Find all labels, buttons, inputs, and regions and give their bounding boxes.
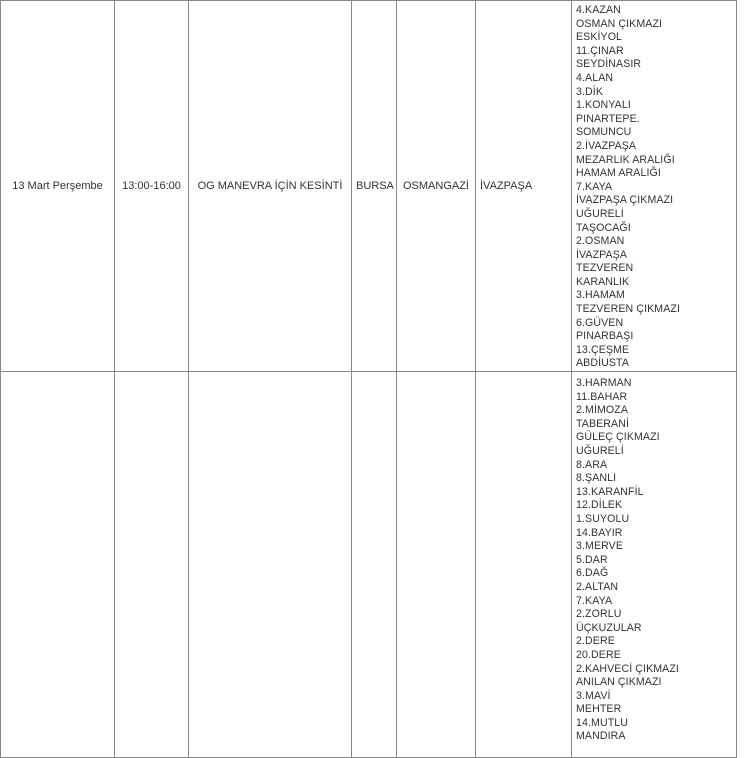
city-cell (352, 372, 397, 758)
time-cell (115, 372, 189, 758)
street-item: 13.ÇEŞME (576, 343, 630, 356)
reason-cell: OG MANEVRA İÇİN KESİNTİ (189, 1, 352, 372)
date-cell: 13 Mart Perşembe (1, 1, 115, 372)
street-item: 6.GÜVEN (576, 316, 624, 329)
street-item: 3.MAVİ (576, 689, 611, 702)
street-item: 12.DİLEK (576, 499, 623, 512)
streets-cell (572, 1, 737, 372)
street-item: HAMAM ARALIĞI (576, 167, 661, 180)
street-item: 3.HAMAM (576, 289, 625, 302)
street-item: 2.OSMAN (576, 235, 625, 248)
street-item: 1.KONYALI (576, 99, 631, 112)
street-item: TEZVEREN (576, 262, 634, 275)
street-item: UĞURELİ (576, 445, 624, 457)
street-item: 2.ALTAN (576, 580, 619, 593)
street-item: PINARBAŞI (576, 330, 634, 343)
street-item: MEZARLIK ARALIĞI (576, 153, 675, 166)
street-item: 3.HARMAN (576, 377, 632, 390)
street-item: MANDIRA (576, 730, 626, 743)
street-item: ÜÇKUZULAR (576, 621, 642, 634)
neighborhood-cell: İVAZPAŞA (476, 1, 572, 372)
street-item: ANILAN ÇIKMAZI (576, 676, 662, 689)
street-item: OSMAN ÇIKMAZI (576, 17, 663, 30)
street-item: 2.MİMOZA (576, 404, 629, 417)
table-row (1, 1, 737, 372)
street-item: 14.MUTLU (576, 716, 629, 729)
street-item: TEZVEREN ÇIKMAZI (576, 303, 681, 316)
street-item: 1.SUYOLU (576, 512, 630, 525)
street-item: SOMUNCU (576, 126, 632, 139)
table-row (1, 372, 737, 758)
street-item: ESKİYOL (576, 31, 623, 44)
street-item: 3.MERVE (576, 540, 624, 553)
street-item: 7.KAYA (576, 594, 613, 607)
street-item: 5.DAR (576, 553, 608, 566)
city-cell: BURSA (352, 1, 397, 372)
reason-cell (189, 372, 352, 758)
street-item: SEYDİNASIR (576, 58, 642, 71)
street-item: MEHTER (576, 703, 622, 716)
street-item: 11.BAHAR (576, 390, 628, 403)
street-item: TABERANİ (576, 417, 629, 430)
street-item: 8.ARA (576, 458, 608, 471)
street-item: GÜLEÇ ÇIKMAZI (576, 431, 660, 444)
street-item: ABDİUSTA (576, 357, 629, 370)
street-item: 4.KAZAN (576, 4, 621, 16)
street-item: 2.KAHVECİ ÇIKMAZI (576, 662, 679, 675)
street-item: 6.DAĞ (576, 567, 609, 580)
table-body (1, 1, 737, 758)
street-item: 11.ÇINAR (576, 44, 624, 57)
district-cell: OSMANGAZİ (397, 1, 476, 372)
street-item: 8.ŞANLI (576, 472, 617, 485)
street-item: İVAZPAŞA (576, 248, 628, 261)
street-item: KARANLIK (576, 275, 630, 288)
street-item: 20.DERE (576, 648, 621, 661)
street-item: 7.KAYA (576, 180, 613, 193)
street-item: 3.DİK (576, 85, 603, 98)
street-item: İVAZPAŞA ÇIKMAZI (576, 194, 674, 207)
neighborhood-cell (476, 372, 572, 758)
street-item: 13.KARANFİL (576, 485, 644, 498)
street-item: 2.ZORLU (576, 608, 622, 621)
streets-cell (572, 372, 737, 758)
district-cell (397, 372, 476, 758)
street-item: PINARTEPE. (576, 112, 640, 125)
street-item: 2.İVAZPAŞA (576, 139, 637, 152)
street-item: 4.ALAN (576, 71, 614, 84)
street-item: 2.DERE (576, 635, 615, 648)
street-item: UĞURELİ (576, 207, 624, 220)
street-item: 14.BAYIR (576, 526, 623, 539)
date-cell (1, 372, 115, 758)
time-cell: 13:00-16:00 (115, 1, 189, 372)
street-item: TAŞOCAĞI (576, 221, 631, 234)
